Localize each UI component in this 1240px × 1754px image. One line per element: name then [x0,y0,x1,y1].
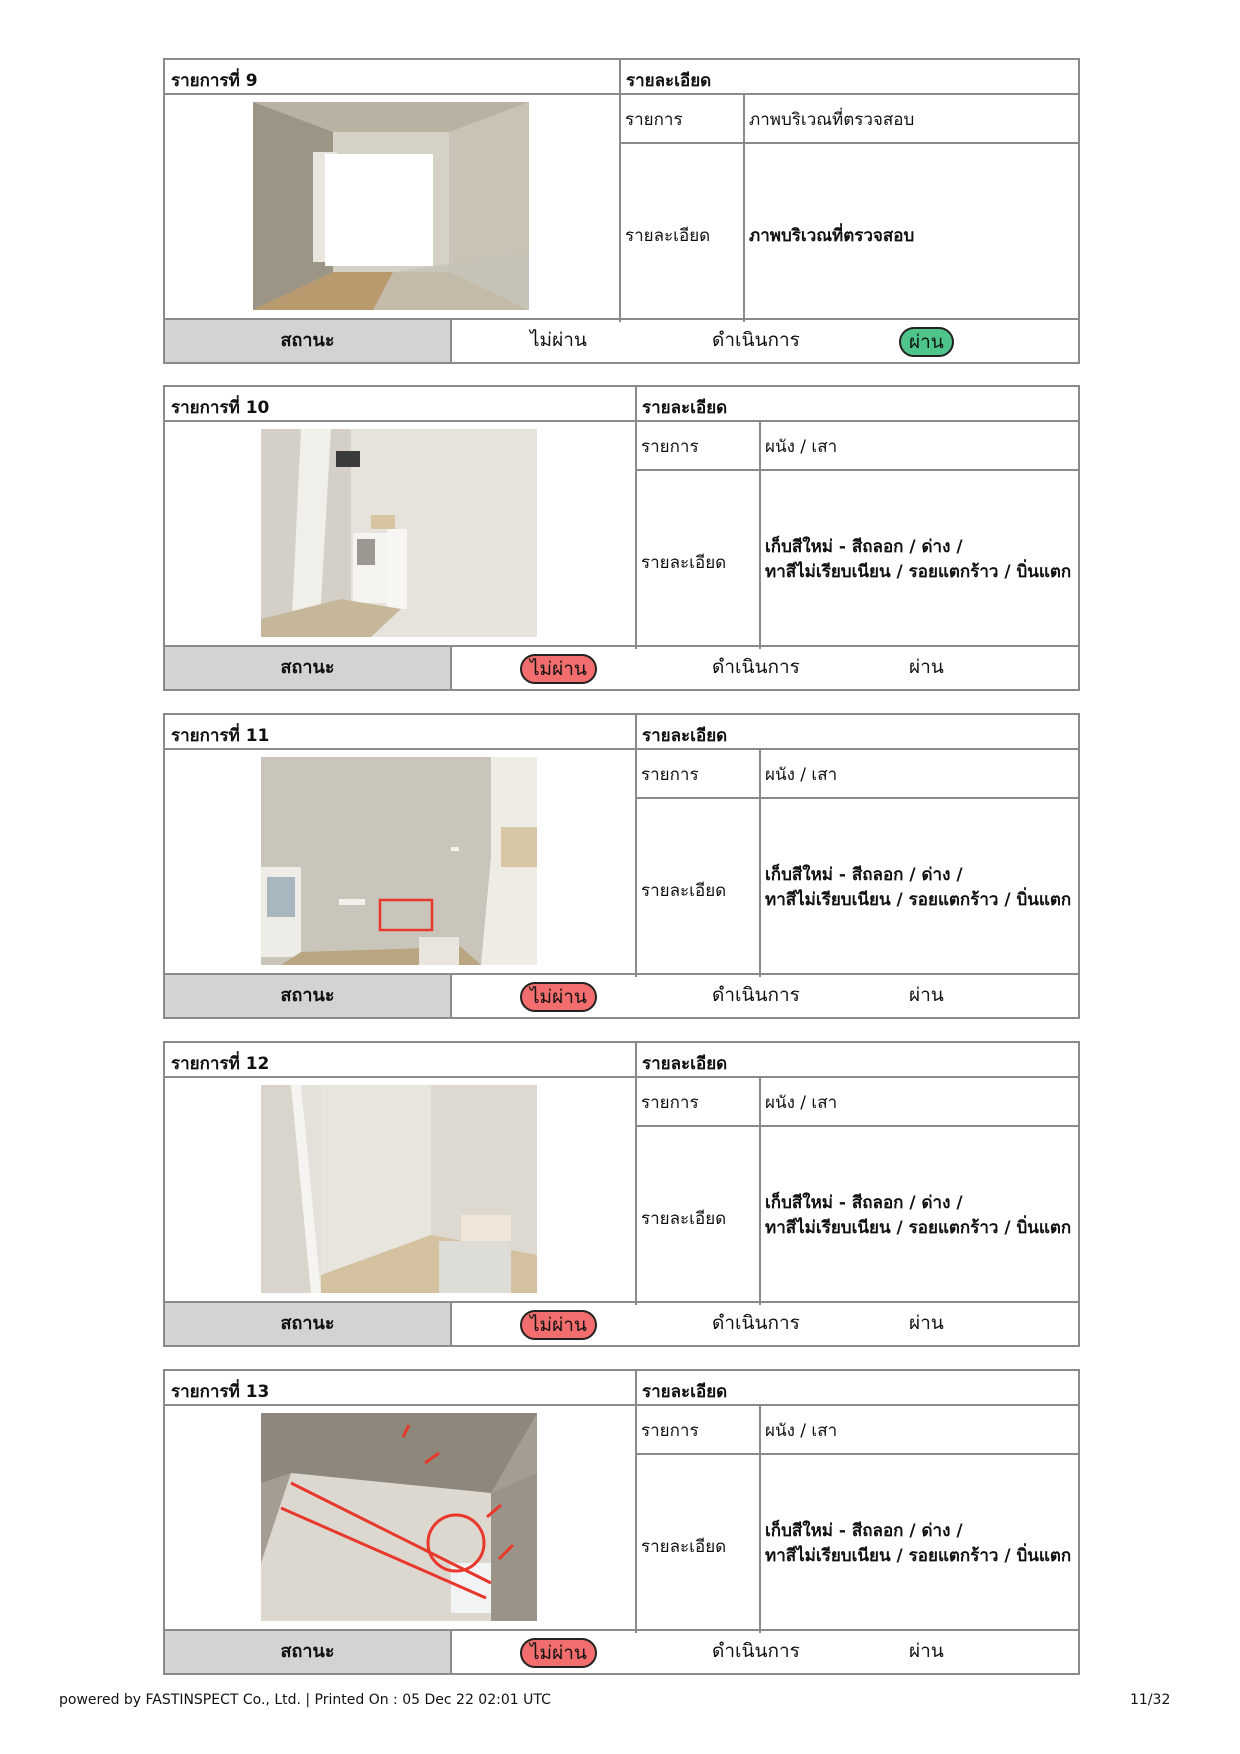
detail-line-1: เก็บสีใหม่ - สีถลอก / ด่าง / [765,865,963,885]
status-row [165,1301,1078,1345]
status-fail[interactable]: ไม่ผ่าน [530,329,587,351]
inspection-photo [261,429,537,637]
row-key-detail: รายละเอียด [641,881,727,901]
detail-header: รายละเอียด [642,726,728,746]
status-label: สถานะ [165,975,452,1017]
status-row [165,318,1078,362]
inspection-item-9 [163,58,1080,364]
inspection-item-12 [163,1041,1080,1347]
row-value-detail [765,863,1071,913]
row-key-item: รายการ [641,1421,699,1441]
row-key-item: รายการ [641,437,699,457]
status-pass[interactable]: ผ่าน [899,327,954,357]
row-key-detail: รายละเอียด [641,1209,727,1229]
status-in-progress[interactable]: ดำเนินการ [712,656,800,678]
row-value-detail [765,1519,1071,1569]
status-fail[interactable]: ไม่ผ่าน [520,982,597,1012]
row-value-item: ผนัง / เสา [765,1093,838,1113]
detail-line-2: ทาสีไม่เรียบเนียน / รอยแตกร้าว / บิ่นแตก [765,562,1072,582]
status-pass[interactable]: ผ่าน [909,1312,944,1334]
row-value-detail [765,1191,1071,1241]
status-in-progress[interactable]: ดำเนินการ [712,984,800,1006]
item-title: รายการที่ 12 [171,1054,270,1074]
detail-line-1: เก็บสีใหม่ - สีถลอก / ด่าง / [765,1521,963,1541]
inspection-photo [261,1413,537,1621]
status-in-progress[interactable]: ดำเนินการ [712,1640,800,1662]
inspection-photo [261,757,537,965]
status-in-progress[interactable]: ดำเนินการ [712,329,800,351]
inspection-photo [253,102,529,310]
row-key-item: รายการ [641,1093,699,1113]
item-header [165,715,1078,750]
status-pass[interactable]: ผ่าน [909,1640,944,1662]
row-value-item: ภาพบริเวณที่ตรวจสอบ [749,110,915,130]
item-title: รายการที่ 11 [171,726,270,746]
footer-text: powered by FASTINSPECT Co., Ltd. | Printed On : 05 Dec 22 02:01 UTC [59,1692,551,1708]
row-value-item: ผนัง / เสา [765,765,838,785]
page-number: 11/32 [1130,1692,1171,1708]
item-header [165,1371,1078,1406]
status-row [165,973,1078,1017]
row-value-detail [765,535,1071,585]
detail-line-1: เก็บสีใหม่ - สีถลอก / ด่าง / [765,537,963,557]
row-key-detail: รายละเอียด [641,553,727,573]
item-header [165,1043,1078,1078]
row-value-detail: ภาพบริเวณที่ตรวจสอบ [749,226,915,246]
status-pass[interactable]: ผ่าน [909,984,944,1006]
detail-header: รายละเอียด [642,1054,728,1074]
status-label: สถานะ [165,1631,452,1673]
row-value-item: ผนัง / เสา [765,437,838,457]
item-title: รายการที่ 9 [171,71,258,91]
item-header [165,60,1078,95]
item-title: รายการที่ 13 [171,1382,270,1402]
detail-line-1: เก็บสีใหม่ - สีถลอก / ด่าง / [765,1193,963,1213]
status-row [165,1629,1078,1673]
row-key-detail: รายละเอียด [641,1537,727,1557]
status-fail[interactable]: ไม่ผ่าน [520,654,597,684]
item-header [165,387,1078,422]
detail-header: รายละเอียด [626,71,712,91]
status-row [165,645,1078,689]
status-label: สถานะ [165,320,452,362]
status-label: สถานะ [165,647,452,689]
detail-line-2: ทาสีไม่เรียบเนียน / รอยแตกร้าว / บิ่นแตก [765,890,1072,910]
status-fail[interactable]: ไม่ผ่าน [520,1638,597,1668]
detail-line-2: ทาสีไม่เรียบเนียน / รอยแตกร้าว / บิ่นแตก [765,1546,1072,1566]
inspection-item-13 [163,1369,1080,1675]
status-in-progress[interactable]: ดำเนินการ [712,1312,800,1334]
detail-header: รายละเอียด [642,1382,728,1402]
item-title: รายการที่ 10 [171,398,270,418]
inspection-photo [261,1085,537,1293]
row-value-item: ผนัง / เสา [765,1421,838,1441]
detail-header: รายละเอียด [642,398,728,418]
status-pass[interactable]: ผ่าน [909,656,944,678]
inspection-item-10 [163,385,1080,691]
inspection-item-11 [163,713,1080,1019]
row-key-item: รายการ [625,110,683,130]
row-key-item: รายการ [641,765,699,785]
row-key-detail: รายละเอียด [625,226,711,246]
detail-line-2: ทาสีไม่เรียบเนียน / รอยแตกร้าว / บิ่นแตก [765,1218,1072,1238]
status-label: สถานะ [165,1303,452,1345]
status-fail[interactable]: ไม่ผ่าน [520,1310,597,1340]
